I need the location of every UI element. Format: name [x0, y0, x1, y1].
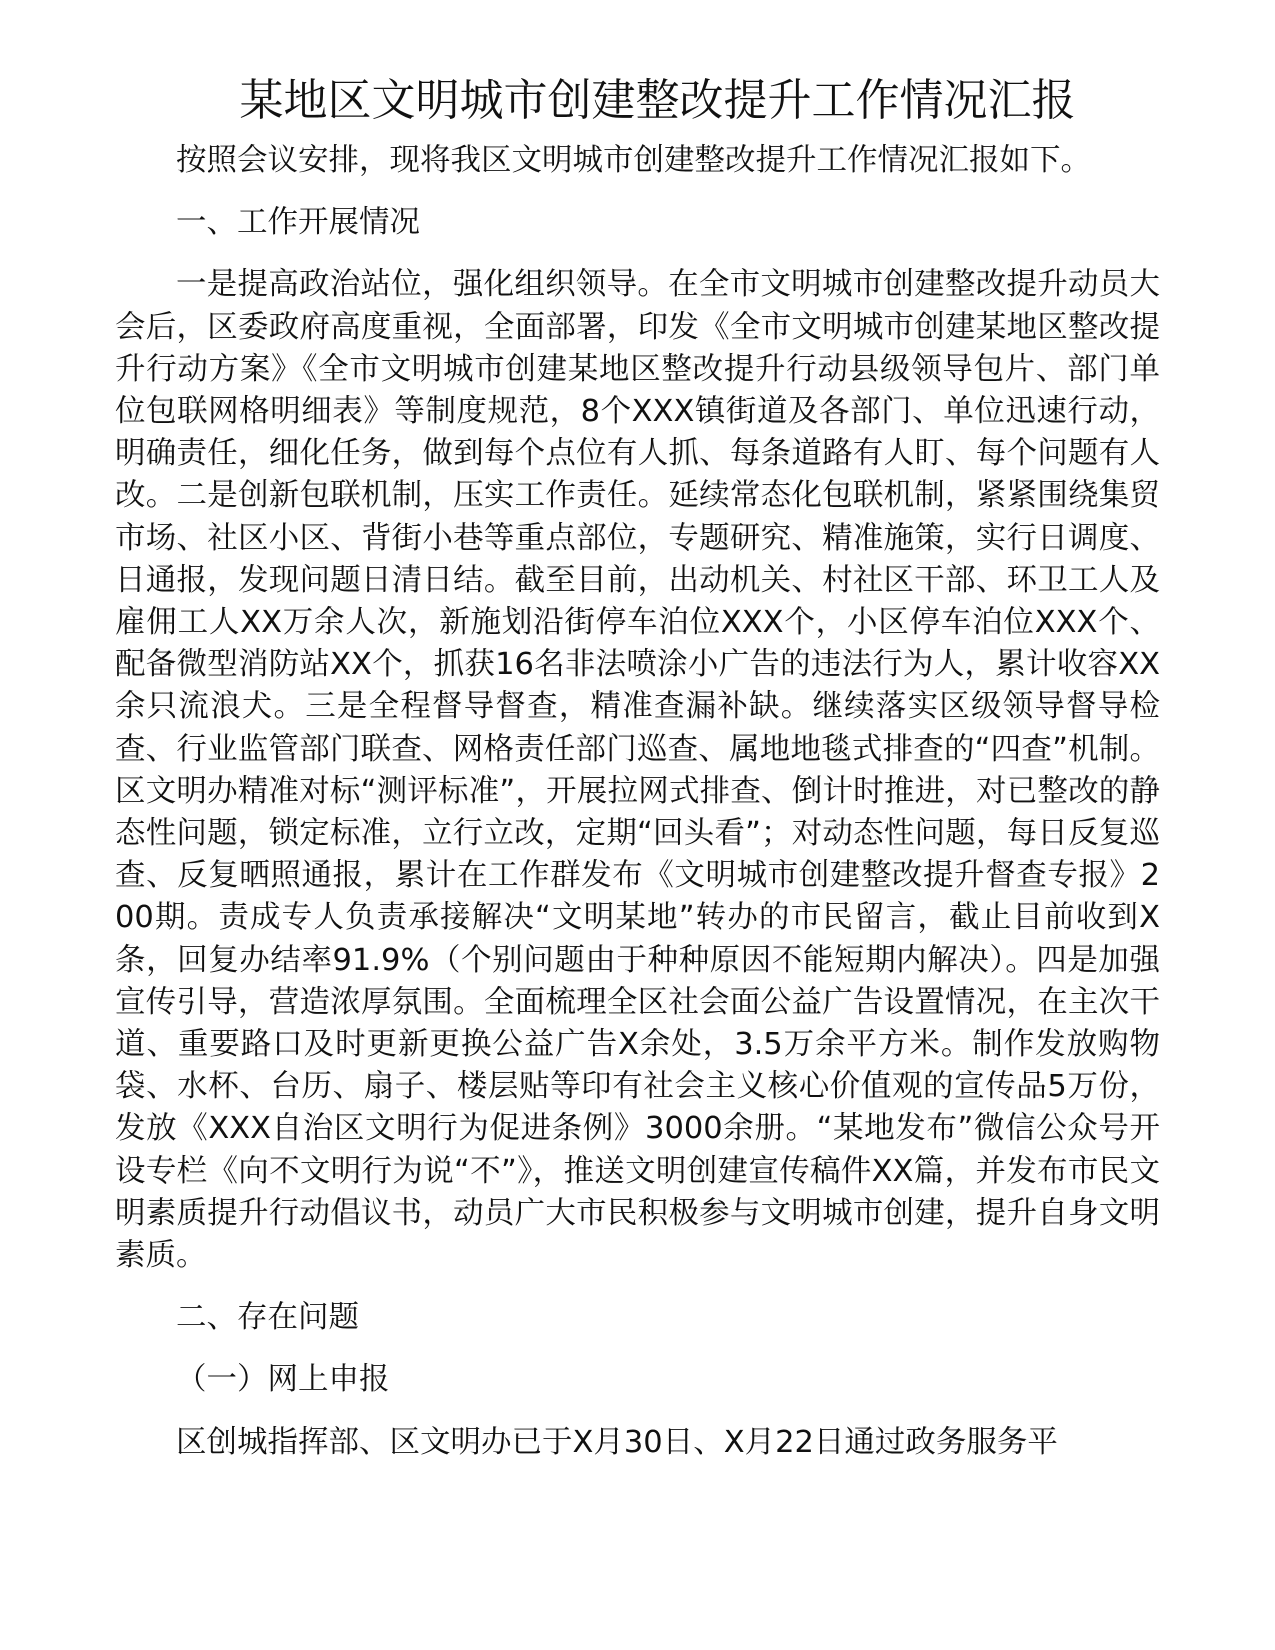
- document-page: [115, 68, 1160, 1484]
- subsection-body-online-report: 区创城指挥部、区文明办已于X月30日、X月22日通过政务服务平: [176, 1424, 1058, 1460]
- document-title: 某地区文明城市创建整改提升工作情况汇报: [239, 75, 1076, 126]
- section-heading-problems: 二、存在问题: [176, 1300, 359, 1336]
- section-body-work-progress: 一是提高政治站位，强化组织领导。在全市文明城市创建整改提升动员大会后，区委政府高度重视，全面部署，印发《全市文明城市创建某地区整改提升行动方案》《全市文明城市创建某地区整改提升行动县级领导包片、部门单位包联网格明细表》等制度规范，8个XXX镇街道及各部门、单位迅速行动，明确责任，细化任务，做到每个点位有人抓、每条道路有人盯、每个问题有人改。二是创新包联机制，压实工作责任。延续常态化包联机制，紧紧围绕集贸市场、社区小区、背街小巷等重点部位，专题研究、精准施策，实行日调度、日通报，发现问题日清日结。截至目前，出动机关、村社区干部、环卫工人及雇佣工人XX万余人次，新施划沿街停车泊位XXX个，小区停车泊位XXX个、配备微型消防站XX个，抓获16名非法喷涂小广告的违法行为人，累计收容XX余只流浪犬。三是全程督导督查，精准查漏补缺。继续落实区级领导督导检查、行业监管部门联查、网格责任部门巡查、属地地毯式排查的“四查”机制。区文明办精准对标“测评标准”，开展拉网式排查、倒计时推进，对已整改的静态性问题，锁定标准，立行立改，定期“回头看”；对动态性问题，每日反复巡查、反复晒照通报，累计在工作群发布《文明城市创建整改提升督查专报》200期。责成专人负责承接解决“文明某地”转办的市民留言，截止目前收到X条，回复办结率91.9%（个别问题由于种种原因不能短期内解决）。四是加强宣传引导，营造浓厚氛围。全面梳理全区社会面公益广告设置情况，在主次干道、重要路口及时更新更换公益广告X余处，3.5万余平方米。制作发放购物袋、水杯、台历、扇子、楼层贴等印有社会主义核心价值观的宣传品5万份，发放《XXX自治区文明行为促进条例》3000余册。“某地发布”微信公众号开设专栏《向不文明行为说“不”》，推送文明创建宣传稿件XX篇，并发布市民文明素质提升行动倡议书，动员广大市民积极参与文明城市创建，提升自身文明素质。: [115, 267, 1160, 1274]
- subsection-heading-online-report: （一）网上申报: [176, 1362, 390, 1398]
- intro-paragraph: 按照会议安排，现将我区文明城市创建整改提升工作情况汇报如下。: [176, 143, 1091, 178]
- section-heading-work-progress: 一、工作开展情况: [176, 205, 420, 241]
